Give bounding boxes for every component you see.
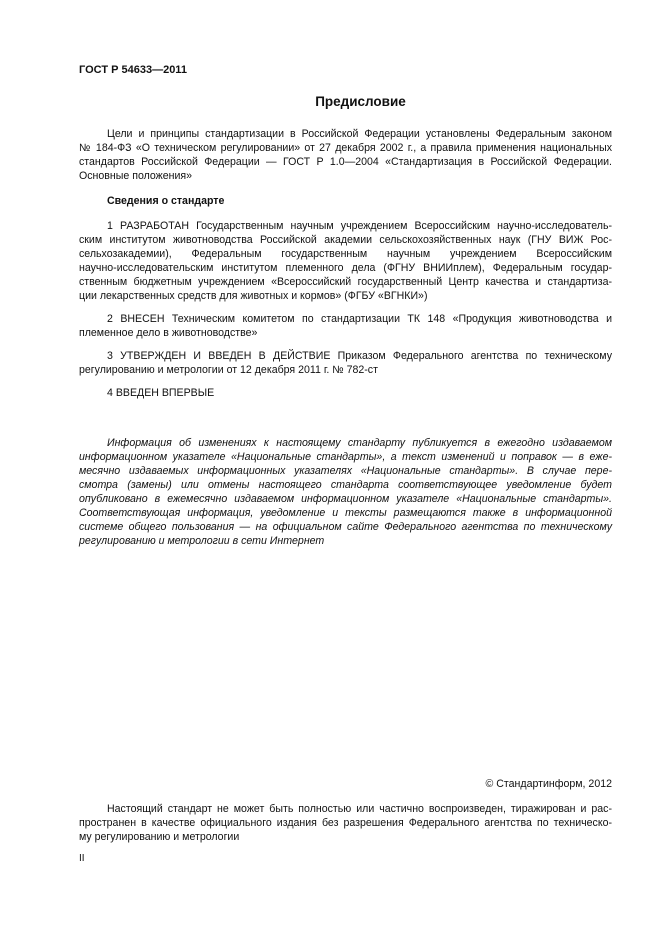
intro-line-3: стандартов Российской Федерации — ГОСТ Р 1.0—2004 «Стандартизация в Российской Федерации. — [79, 156, 612, 168]
intro-line-4: Основные положения» — [79, 170, 193, 182]
copyright: © Стандартинформ, 2012 — [485, 778, 612, 790]
notice-line-7: системе общего пользования — на официальном сайте Федерального агентства по техническому — [79, 521, 612, 533]
info-heading: Сведения о стандарте — [107, 195, 225, 207]
intro-line-2: № 184-ФЗ «О техническом регулировании» от 27 декабря 2002 г., а правила применения национальных — [79, 142, 612, 154]
item2-line-2: племенное дело в животноводстве» — [79, 327, 258, 339]
item1-line-1: 1 РАЗРАБОТАН Государственным научным учреждением Всероссийским научно-исследователь- — [107, 220, 612, 232]
footer-line-3: му регулированию и метрологии — [79, 831, 240, 843]
intro-line-1: Цели и принципы стандартизации в Российской Федерации установлены Федеральным законом — [107, 128, 612, 140]
footer-line-2: пространен в качестве официального издания без разрешения Федерального агентства по техническо- — [79, 817, 612, 829]
item1-line-2: ским институтом животноводства Российской академии сельскохозяйственных наук (ГНУ ВИЖ Рос- — [79, 234, 612, 246]
item1-line-4: научно-исследовательским институтом племенного дела (ФГНУ ВНИИплем), Федеральным государ- — [79, 262, 612, 274]
item1-line-3: сельхозакадемии), Федеральным государственным научным учреждением Всероссийским — [79, 248, 612, 260]
notice-line-1: Информация об изменениях к настоящему стандарту публикуется в ежегодно издаваемом — [107, 437, 612, 449]
page-title: Предисловие — [315, 94, 406, 109]
notice-line-4: смотра (замены) или отмены настоящего стандарта соответствующее уведомление будет — [79, 479, 612, 491]
item4: 4 ВВЕДЕН ВПЕРВЫЕ — [107, 387, 215, 399]
document-header: ГОСТ Р 54633—2011 — [79, 64, 187, 76]
item3-line-2: регулированию и метрологии от 12 декабря 2011 г. № 782-ст — [79, 364, 378, 376]
page-number: II — [79, 853, 85, 864]
notice-line-2: информационном указателе «Национальные стандарты», а текст изменений и поправок — в еже- — [79, 451, 612, 463]
notice-line-5: опубликовано в ежемесячно издаваемом информационном указателе «Национальные стандарты». — [79, 493, 612, 505]
item1-line-6: ции лекарственных средств для животных и кормов» (ФГБУ «ВГНКИ») — [79, 290, 428, 302]
item1-line-5: ственным бюджетным учреждением «Всероссийский государственный Центр качества и стандартиза- — [79, 276, 612, 288]
item3-line-1: 3 УТВЕРЖДЕН И ВВЕДЕН В ДЕЙСТВИЕ Приказом Федерального агентства по техническому — [107, 350, 612, 362]
notice-line-3: месячно издаваемых информационных указателях «Национальные стандарты». В случае пере- — [79, 465, 612, 477]
item2-line-1: 2 ВНЕСЕН Техническим комитетом по стандартизации ТК 148 «Продукция животноводства и — [107, 313, 612, 325]
notice-line-8: регулированию и метрологии в сети Интернет — [79, 535, 325, 547]
notice-line-6: Соответствующая информация, уведомление и тексты размещаются также в информационной — [79, 507, 612, 519]
footer-line-1: Настоящий стандарт не может быть полностью или частично воспроизведен, тиражирован и рас- — [107, 803, 612, 815]
